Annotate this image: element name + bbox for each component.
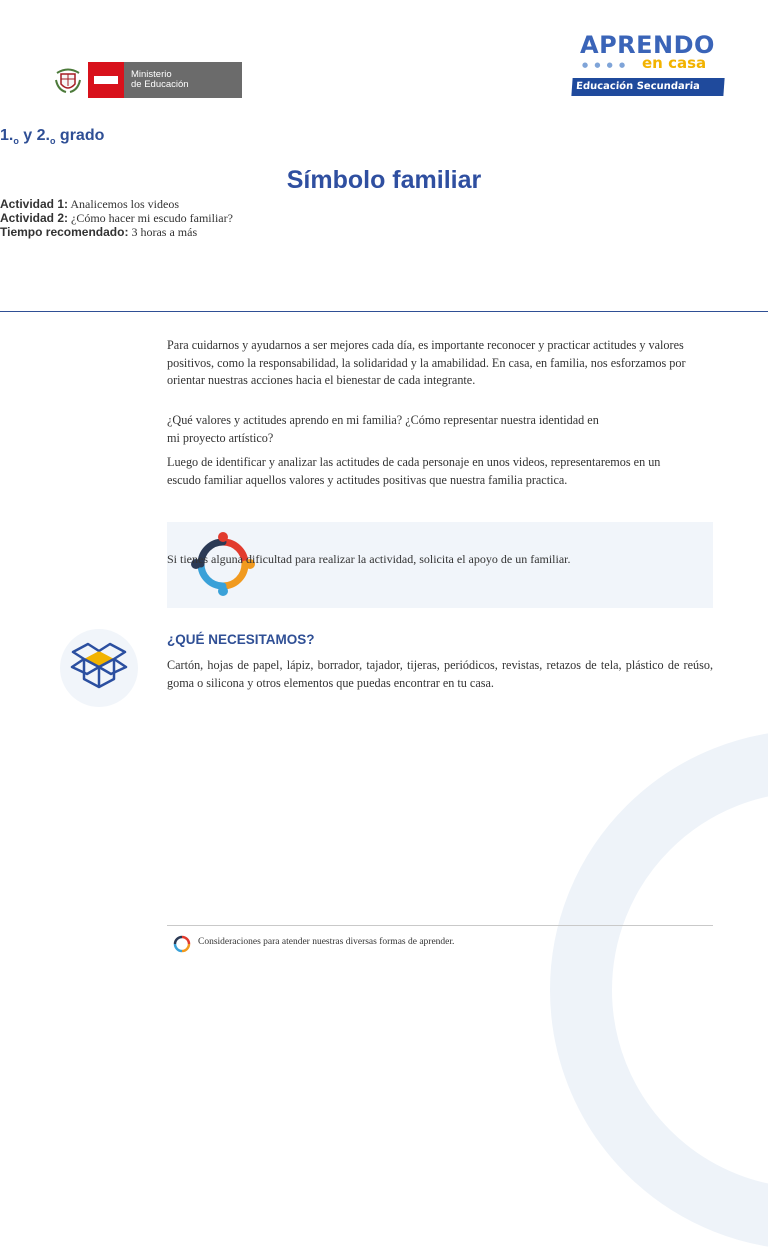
activity-1-value: Analicemos los videos (70, 197, 180, 211)
people-circle-small-icon (172, 934, 192, 954)
coat-of-arms-icon (52, 64, 84, 96)
section-divider (0, 311, 768, 312)
aprendo-subtitle: en casa (642, 54, 707, 72)
recommended-time (0, 225, 197, 239)
activity-2-value: ¿Cómo hacer mi escudo familiar? (71, 211, 233, 225)
grade-connector: y (18, 127, 37, 144)
intro-paragraph-2: ¿Qué valores y actitudes aprendo en mi familia? ¿Cómo representar nuestra identidad en mi proyecto artístico? (167, 413, 599, 445)
aprendo-dots-decoration: ● ● ● ● (582, 61, 628, 69)
ministry-flag-icon (88, 62, 124, 98)
page-title: Símbolo familiar (286, 166, 482, 194)
activity-1-label: Actividad 1: (0, 197, 69, 211)
footer-divider (167, 925, 713, 926)
grade-ordinal-1: o (13, 136, 19, 147)
ministry-label-line1: Ministerio (131, 69, 172, 80)
recommended-time-label: Tiempo recomendado: (0, 225, 129, 239)
activity-2-label: Actividad 2: (0, 211, 69, 225)
ministry-label-line2: de Educación (131, 79, 189, 90)
grade-number-2: 2. (36, 127, 50, 144)
grade-number-1: 1. (0, 127, 14, 144)
intro-paragraph-3: Luego de identificar y analizar las actitudes de cada personaje en unos videos, representaremos en un escudo familiar aquellos valores y actitudes positivas que nuestra familia practica. (167, 455, 661, 487)
needs-title: ¿QUÉ NECESITAMOS? (167, 632, 315, 647)
activity-1 (0, 197, 179, 211)
notice-box (167, 522, 713, 608)
notice-text: Si tienes alguna dificultad para realizar la actividad, solicita el apoyo de un familiar. (167, 552, 571, 566)
open-box-icon (60, 629, 138, 707)
aprendo-band: Educación Secundaria (571, 78, 724, 96)
footer-text: Consideraciones para atender nuestras diversas formas de aprender. (198, 937, 455, 947)
aprendo-title: APRENDO (580, 31, 715, 59)
grade-ordinal-2: o (49, 136, 56, 147)
activity-2 (0, 211, 233, 225)
ministry-logo (52, 62, 242, 98)
needs-text: Cartón, hojas de papel, lápiz, borrador, tajador, tijeras, periódicos, revistas, retazos de tela, plástico de reúso, goma o silicona y otros elementos que puedas encontrar en tu casa. (167, 658, 713, 690)
recommended-time-value: 3 horas a más (131, 225, 198, 239)
intro-paragraph-1: Para cuidarnos y ayudarnos a ser mejores cada día, es importante reconocer y practicar actitudes y valores positivos, como la responsabilidad, la solidaridad y la amabilidad. En casa, en familia, nos esforzamos por orientar nuestras acciones hacia el bienestar de cada integrante. (167, 338, 686, 387)
background-arc (550, 730, 768, 1250)
aprendo-en-casa-logo (572, 32, 727, 102)
grade-word: grado (55, 127, 105, 144)
grade-label (0, 127, 104, 146)
